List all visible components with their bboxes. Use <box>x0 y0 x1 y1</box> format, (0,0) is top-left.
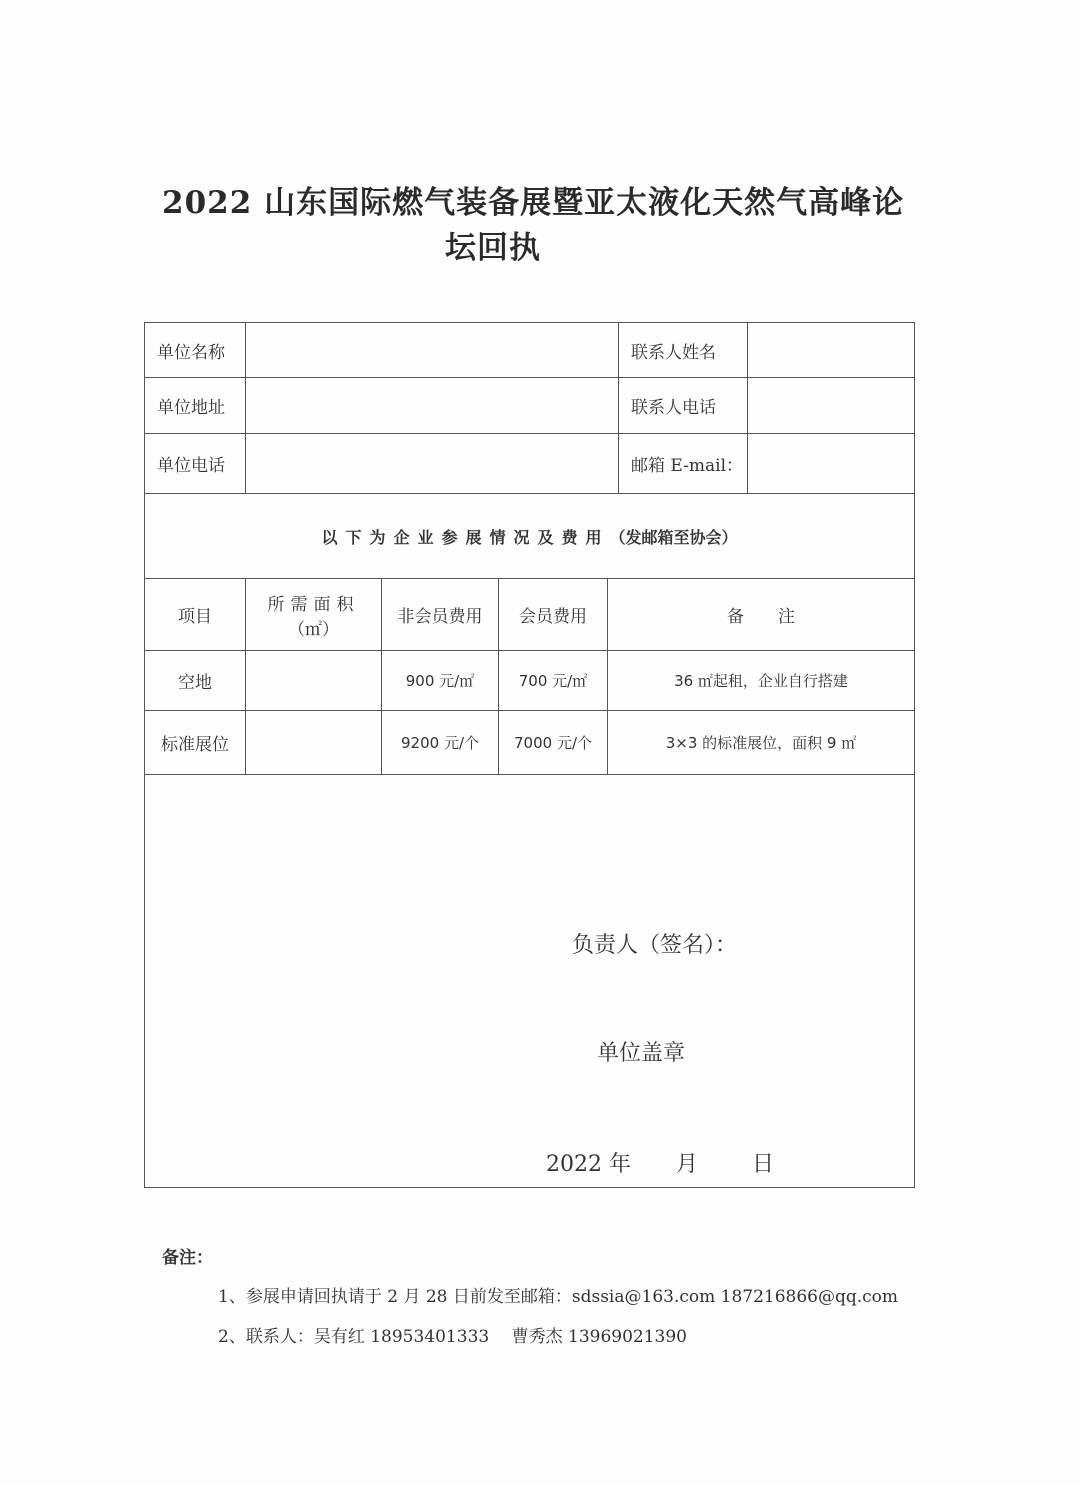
company-phone-field[interactable] <box>246 434 619 494</box>
title-line-1: 2022 山东国际燃气装备展暨亚太液化天然气高峰论 <box>162 185 905 221</box>
item-nonmember-price: 900 元/㎡ <box>382 651 499 711</box>
contact-name-label: 联系人姓名 <box>619 323 748 378</box>
email-field[interactable] <box>748 434 915 494</box>
item-row-standard-booth <box>145 711 915 775</box>
item-area-field[interactable] <box>246 651 382 711</box>
header-area-text: 所需面积 <box>267 594 360 615</box>
company-phone-label: 单位电话 <box>145 434 246 494</box>
signer-label: 负责人（签名）： <box>572 933 738 958</box>
company-name-label: 单位名称 <box>145 323 246 378</box>
email-label: 邮箱 E-mail： <box>619 434 748 494</box>
section-title <box>145 494 915 579</box>
company-phone-row <box>145 434 915 494</box>
date-year: 2022 年 <box>546 1152 631 1177</box>
notes-title: 备注： <box>162 1248 213 1268</box>
registration-form-table <box>144 322 915 1188</box>
company-address-field[interactable] <box>246 378 619 434</box>
item-remark: 36 ㎡起租，企业自行搭建 <box>608 651 915 711</box>
header-nonmember-fee: 非会员费用 <box>382 579 499 651</box>
item-member-price: 7000 元/个 <box>499 711 608 775</box>
signature-area <box>145 775 915 1188</box>
company-name-field[interactable] <box>246 323 619 378</box>
signature-row <box>145 775 915 1188</box>
header-area <box>246 579 382 651</box>
title-line-2: 坛回执 <box>445 230 541 266</box>
company-address-label: 单位地址 <box>145 378 246 434</box>
header-member-fee: 会员费用 <box>499 579 608 651</box>
item-nonmember-price: 9200 元/个 <box>382 711 499 775</box>
note-2: 2、联系人：吴有红 18953401333 曹秀杰 13969021390 <box>218 1327 687 1347</box>
item-remark: 3×3 的标准展位，面积 9 ㎡ <box>608 711 915 775</box>
item-area-field[interactable] <box>246 711 382 775</box>
header-item: 项目 <box>145 579 246 651</box>
item-header-row <box>145 579 915 651</box>
seal-label: 单位盖章 <box>597 1041 686 1066</box>
date-month: 月 <box>676 1152 699 1177</box>
item-row-open-space <box>145 651 915 711</box>
note-1: 1、参展申请回执请于 2 月 28 日前发至邮箱：sdssia@163.com 187216866@qq.com <box>218 1287 899 1307</box>
section-header-row <box>145 494 915 579</box>
date-day: 日 <box>752 1152 775 1177</box>
contact-phone-field[interactable] <box>748 378 915 434</box>
contact-phone-label: 联系人电话 <box>619 378 748 434</box>
company-address-row <box>145 378 915 434</box>
item-member-price: 700 元/㎡ <box>499 651 608 711</box>
company-name-row <box>145 323 915 378</box>
item-name: 标准展位 <box>145 711 246 775</box>
header-area-unit: （㎡） <box>288 619 339 640</box>
section-title-text: 以下为企业参展情况及费用 <box>321 527 610 547</box>
item-name: 空地 <box>145 651 246 711</box>
section-note: （发邮箱至协会） <box>609 527 738 547</box>
contact-name-field[interactable] <box>748 323 915 378</box>
header-remark: 备 注 <box>608 579 915 651</box>
